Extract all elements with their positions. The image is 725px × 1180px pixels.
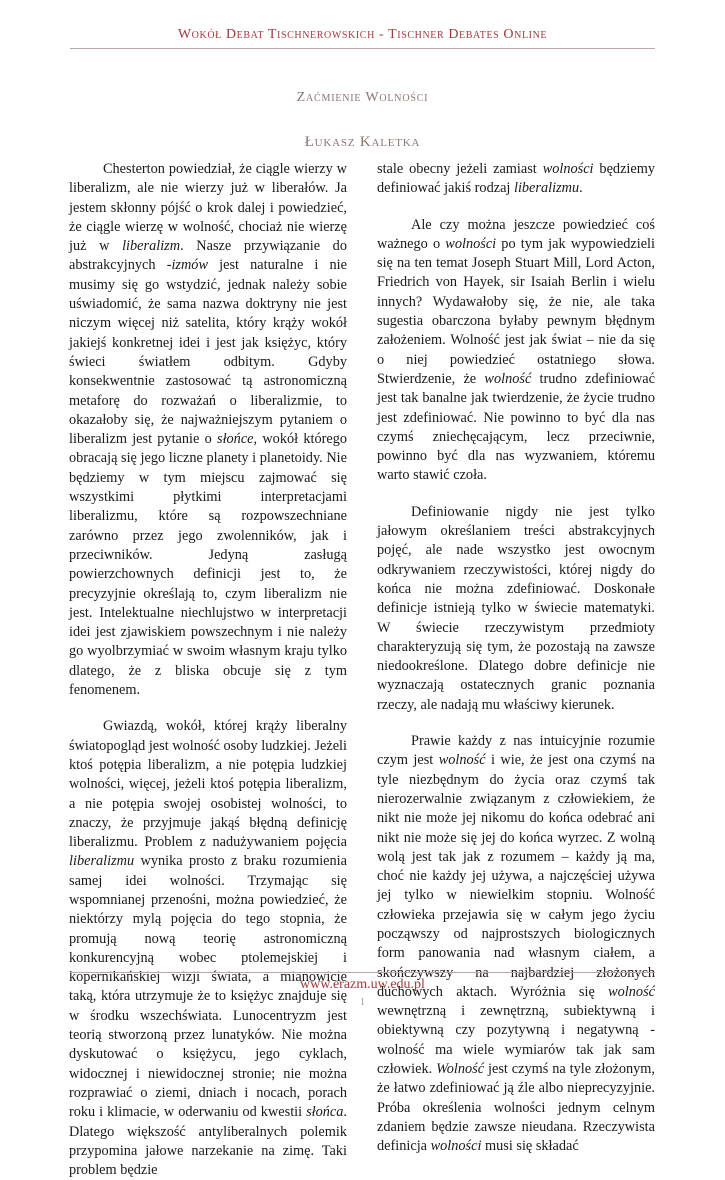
paragraph-continued: stale obecny jeżeli zamiast wolności będziemy definiować jakiś rodzaj liberalizmu. <box>377 161 655 197</box>
article-title: Zaćmienie Wolności <box>296 90 429 105</box>
paragraph: Gwiazdą, wokół, której krąży liberalny światopogląd jest wolność osoby ludzkiej. Jeżeli ktoś potępia liberalizm, a nie potępia ludzkiej wolności, więcej, jeżeli ktoś potępia liberalizm, a nie potępia swojej osobistej wolności, to znaczy, że przyjmuje jakąś błędną definicję liberalizmu. Problem z nadużywaniem pojęcia liberalizmu wynika prosto z braku rozumienia samej idei wolności. Trzymając się wspomnianej przenośni, można powiedzieć, że niektórzy mylą pojęcia do tego stopnia, że promują nową teorię astronomiczną konkurencyjną wobec ptolemejskiej i kopernikańskiej wizji świata, a mianowicie taką, która utrzymuje że to księżyc znajduje się w środku wszechświata. Lunocentryzm jest teorią stworzoną przez lunatyków. Nie można dyskutować o księżycu, jego cyklach, widocznej i niewidocznej stronie; nie można rozprawiać o ziemi, dniach i nocach, porach roku i klimacie, w oderwaniu od kwestii słońca. Dlatego większość antyliberalnych polemik przypomina jałowe narzekanie na zimę. Taki problem będzie <box>69 718 347 1179</box>
paragraph: Prawie każdy z nas intuicyjnie rozumie czym jest wolność i wie, że jest ona czymś na tyle niezbędnym do życia oraz czymś tak nierozerwalnie związanym z człowiekiem, że nikt nie może jej nikomu do końca odebrać ani nikt nie może się jej do końca wyrzec. Z wolną wolą jest tak jak z rozumem – każdy ją ma, choć nie każdy jej używa, a najczęściej używa jej tylko w niewielkim stopniu. Wolność człowieka przejawia się w całym jego życiu począwszy od najprostszych biologicznych form panowania nad własnym ciałem, a skończywszy na najbardziej złożonych duchowych aktach. Wyróżnia się wolność wewnętrzną i zewnętrzną, subiektywną i obiektywną czy pozytywną i negatywną - wolność ma wiele wymiarów tak jak sam człowiek. Wolność jest czymś na tyle złożonym, że łatwo zdefiniować ją źle albo nieprecyzyjnie. Próba określenia wolności jednym celnym zdaniem będzie zawsze nieudana. Rzeczywista definicja wolności musi się składać <box>377 733 655 1155</box>
paragraph: Chesterton powiedział, że ciągle wierzy w liberalizm, ale nie wierzy już w liberałów. Ja jestem skłonny pójść o krok dalej i powiedzieć, że ciągle wierzę w wolność, chociaż nie wierzę już w liberalizm. Nasze przywiązanie do abstrakcyjnych -izmów jest naturalne i nie musimy się go wstydzić, jednak należy sobie uświadomić, że sama nazwa doktryny nie jest niczym więcej niż satelita, który krąży wokół jakiejś konkretnej idei i jest jak księżyc, który świeci światłem odbitym. Gdyby konsekwentnie zastosować tą astronomiczną metaforę do rozważań o liberalizmie, to okazałoby się, że najważniejszym pytaniem o liberalizm jest pytanie o słońce, wokół którego obracają się jego liczne planety i planetoidy. Nie będziemy w tym miejscu zajmować się wszystkimi płytkimi interpretacjami liberalizmu, które są rozpowszechniane zarówno przez jego zwolenników, jak i przeciwników. Jedyną zasługą powierzchownych definicji jest to, że precyzyjnie określają to, czym liberalizm nie jest. Intelektualne niechlujstwo w interpretacji idei jest zjawiskiem powszechnym i nie należy go wyolbrzymiać w swoim własnym kraju tylko dlatego, że z bliska obcuje się z tym fenomenem. <box>69 161 348 699</box>
paragraph: Ale czy można jeszcze powiedzieć coś ważnego o wolności po tym jak wypowiedzieli się na ten temat Joseph Stuart Mill, Lord Acton, Friedrich von Hayek, sir Isaiah Berlin i wielu innych? Wydawałoby się, że nie, ale taka sugestia obarczona byłaby pewnym błędnym założeniem. Wolność jest jak świat – nie da się o niej powiedzieć ostatniego słowa. Stwierdzenie, że wolność trudno zdefiniować jest tak banalne jak twierdzenie, że życie trudno jest zdefiniować. Nie powinno to być dla nas czymś zniechęcającym, lecz przeciwnie, powinno być dla nas wyzwaniem, któremu warto stawić czoła. <box>377 216 655 484</box>
page-number: 1 <box>360 997 365 1008</box>
header-divider <box>70 48 655 49</box>
footer-divider <box>70 972 655 973</box>
footer-website-link[interactable]: www.erazm.uw.edu.pl <box>300 977 425 992</box>
article-author: Łukasz Kaletka <box>304 134 421 150</box>
running-header: Wokół Debat Tischnerowskich - Tischner Debates Online <box>177 27 548 42</box>
paragraph: Definiowanie nigdy nie jest tylko jałowym określaniem treści abstrakcyjnych pojęć, ale nade wszystko jest owocnym odkrywaniem rzeczywistości, której nigdy do końca nie można zdefiniować. Doskonałe definicje istnieją tylko w świecie matematyki. W świecie rzeczywistym przedmioty charakteryzują się tym, że pozostają na zawsze niedookreślone. Dlatego dobre definicje nie wyznaczają ostatecznych granic poznania rzeczy, ale nadają mu właściwy kierunek. <box>377 503 655 713</box>
left-column <box>69 160 347 1180</box>
